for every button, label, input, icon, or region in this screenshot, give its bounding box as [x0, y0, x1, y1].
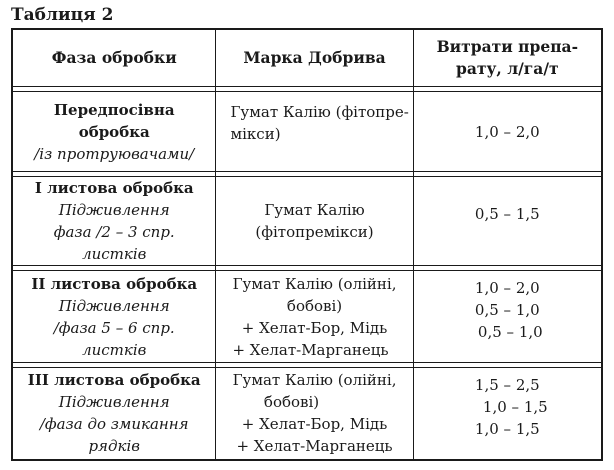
rate-cell — [413, 368, 602, 460]
phase-title-line: Передпосівна — [53, 100, 175, 119]
phase-title-line: І листова обробка — [34, 179, 194, 197]
phase-note-line: /фаза 5 – 6 спр. — [53, 318, 175, 337]
rate-line: 1,0 – 2,0 — [474, 279, 540, 297]
fertilizer-line: + Хелат-Марганець — [232, 340, 389, 359]
fertilizer-line: Гумат Калію (олійні, — [232, 371, 397, 390]
rate-line: 1,0 – 1,5 — [474, 420, 540, 438]
rate-line: 0,5 – 1,0 — [477, 323, 543, 341]
rate-line: 1,5 – 2,5 — [474, 376, 540, 394]
phase-cell — [12, 368, 216, 460]
phase-note-line: Підживлення — [58, 201, 170, 219]
fertilizer-line: мікси) — [230, 125, 281, 143]
fertilizer-line: + Хелат-Бор, Мідь — [241, 415, 388, 434]
rate-line: 0,5 – 1,5 — [474, 205, 540, 223]
phase-cell — [12, 271, 216, 363]
phase-title-line: ІІІ листова обробка — [27, 371, 201, 390]
table-row — [12, 368, 602, 460]
phase-cell — [12, 92, 216, 172]
phase-note-line: листків — [82, 340, 147, 359]
phase-note-line: рядків — [88, 437, 140, 456]
phase-note-line: фаза /2 – 3 спр. — [53, 223, 175, 241]
fertilizer-cell — [216, 368, 413, 460]
fertilizer-cell — [216, 177, 413, 266]
header-phase: Фаза обробки — [12, 29, 216, 87]
fertilizer-line: (фітопремікси) — [255, 223, 374, 241]
fertilizer-line: Гумат Калію — [264, 201, 365, 219]
rate-line: 1,0 – 2,0 — [474, 122, 540, 141]
fertilizer-line: + Хелат-Марганець — [236, 437, 393, 456]
table-row — [12, 177, 602, 266]
header-rate — [413, 29, 602, 87]
phase-cell — [12, 177, 216, 266]
table-caption: Таблиця 2 — [11, 5, 114, 25]
phase-note-line: Підживлення — [58, 296, 170, 315]
rate-line: 1,0 – 1,5 — [482, 398, 548, 416]
fertilizer-line: бобові) — [286, 296, 343, 315]
table-row — [12, 271, 602, 363]
fertilizer-line: + Хелат-Бор, Мідь — [241, 318, 388, 337]
phase-title-line: обробка — [78, 122, 150, 141]
header-rate-line1: Витрати препа- — [436, 37, 579, 56]
table-row — [12, 92, 602, 172]
header-row — [12, 29, 602, 87]
header-rate-line2: рату, л/га/т — [456, 59, 559, 78]
fertilizer-line: Гумат Калію (фітопре- — [230, 103, 409, 121]
phase-note-line: Підживлення — [58, 393, 170, 412]
fertilizer-cell — [216, 271, 413, 363]
phase-title-line: ІІ листова обробка — [31, 274, 198, 293]
phase-note-line: /фаза до змикання — [39, 415, 189, 434]
rate-line: 0,5 – 1,0 — [474, 301, 540, 319]
phase-note-line: /із протруювачами/ — [34, 144, 195, 163]
fertilizer-line: Гумат Калію (олійні, — [232, 274, 397, 293]
fertilizer-cell — [216, 92, 413, 172]
fertilizer-line: бобові) — [263, 393, 320, 412]
header-fertilizer: Марка Добрива — [216, 29, 413, 87]
fertilizer-table — [11, 28, 603, 461]
rate-cell — [413, 92, 602, 172]
rate-cell — [413, 177, 602, 266]
rate-cell — [413, 271, 602, 363]
phase-note-line: листків — [82, 245, 147, 263]
